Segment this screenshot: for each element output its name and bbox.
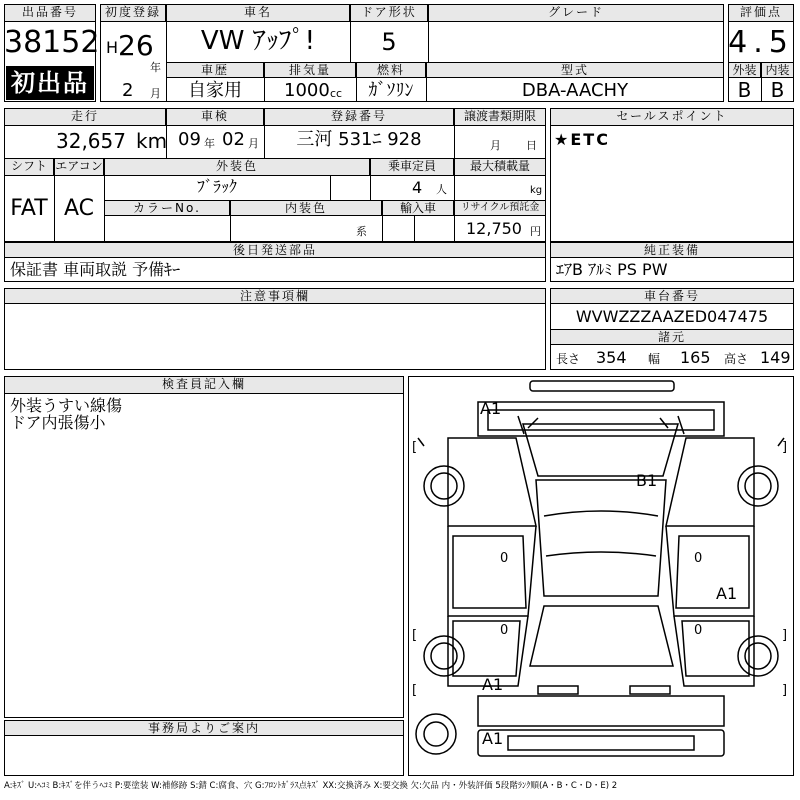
- damage-mark-right-door: A1: [716, 584, 738, 603]
- capacity: 4: [412, 178, 423, 197]
- interior-score-label: 内装: [761, 62, 794, 78]
- bracket-rear-right: ]: [782, 683, 788, 698]
- sales-points-label: セールスポイント: [550, 108, 794, 126]
- hood: [478, 402, 724, 436]
- office-label: 事務局よりご案内: [4, 720, 404, 736]
- sales-points-box: [550, 108, 794, 242]
- height: 149: [760, 348, 791, 367]
- mileage-unit: km: [136, 129, 168, 153]
- inspection-label: 車検: [166, 108, 264, 126]
- model-label: 型式: [426, 62, 724, 78]
- width: 165: [680, 348, 711, 367]
- ac: AC: [63, 196, 95, 221]
- reg-month: 2: [122, 80, 134, 101]
- damage-mark-front: A1: [480, 399, 502, 418]
- trunk: [478, 696, 724, 726]
- grade-label: グレード: [428, 4, 724, 22]
- first-reg-label: 初度登録: [100, 4, 166, 22]
- car-diagram: [408, 376, 794, 776]
- damage-mark-roof: B1: [636, 471, 658, 490]
- bracket-mid-right: ]: [782, 628, 788, 643]
- lot-label: 出品番号: [4, 4, 96, 22]
- score-label: 評価点: [728, 4, 794, 22]
- damage-mark-rear: A1: [482, 729, 504, 748]
- fuel: ｶﾞｿﾘﾝ: [368, 80, 414, 101]
- bracket-mid-left: [: [412, 628, 418, 643]
- door-zero-fr: 0: [694, 551, 703, 566]
- body-left: [448, 438, 536, 526]
- specs-label: 諸元: [550, 329, 794, 345]
- transfer-day-unit: 日: [526, 139, 537, 152]
- import-label: 輸入車: [382, 200, 454, 216]
- transfer-month-unit: 月: [490, 139, 501, 152]
- wheel-rear-right: [738, 636, 778, 676]
- transfer-label: 譲渡書類期限: [454, 108, 546, 126]
- bracket-rear-left: [: [412, 683, 418, 698]
- inspection-year: 09: [178, 129, 201, 150]
- capacity-label: 乗車定員: [370, 158, 454, 176]
- shift-label: シフト: [4, 158, 54, 176]
- inspection-month: 02: [222, 129, 245, 150]
- score: 4.5: [728, 25, 794, 60]
- height-label: 高さ: [724, 352, 749, 366]
- era: H: [106, 38, 119, 57]
- door-label: ドア形状: [350, 4, 428, 22]
- mileage-label: 走行: [4, 108, 166, 126]
- history-label: 車歴: [166, 62, 264, 78]
- ac-label: エアコン: [54, 158, 104, 176]
- roof: [536, 480, 666, 596]
- wheel-rear-left: [424, 636, 464, 676]
- doors: 5: [381, 28, 397, 56]
- interior-color-unit: 系: [356, 225, 367, 238]
- max-load-unit: kg: [530, 185, 543, 196]
- wheel-front-left: [424, 466, 464, 506]
- exterior-color-label: 外装色: [104, 158, 370, 176]
- later-parts-label: 後日発送部品: [4, 242, 546, 258]
- inspector-label: 検査員記入欄: [4, 376, 404, 394]
- car-name-label: 車名: [166, 4, 350, 22]
- equipment: ｴｱB ｱﾙﾐ PS PW: [556, 260, 668, 279]
- max-load-label: 最大積載量: [454, 158, 546, 176]
- fuel-label: 燃料: [356, 62, 426, 78]
- exterior-score: B: [737, 78, 752, 102]
- rear-glass: [530, 606, 673, 666]
- displacement-unit: cc: [330, 87, 343, 100]
- sales-points: ★ETC: [554, 130, 610, 149]
- door-zero-rr: 0: [694, 623, 703, 638]
- rear-bumper: [478, 730, 724, 756]
- equipment-label: 純正装備: [550, 242, 794, 258]
- mileage: 32,657: [56, 129, 126, 153]
- color-no-label: カラーNo.: [104, 200, 230, 216]
- plate: 三河 531ﾆ 928: [296, 129, 422, 150]
- exterior-score-label: 外装: [728, 62, 761, 78]
- length-label: 長さ: [556, 352, 581, 366]
- notes-label: 注意事項欄: [4, 288, 546, 304]
- displacement: 1000: [284, 80, 330, 101]
- reg-month-unit: 月: [150, 87, 161, 100]
- chassis: WVWZZZAAZED047475: [575, 307, 769, 326]
- reg-year-unit: 年: [150, 61, 161, 74]
- width-label: 幅: [648, 352, 661, 366]
- shift: FAT: [10, 196, 48, 221]
- later-parts: 保証書 車両取説 予備ｷｰ: [10, 260, 181, 279]
- inspector-line-1: 外装うすい線傷: [10, 396, 123, 415]
- inspection-month-unit: 月: [248, 137, 259, 150]
- spare-wheel: [416, 714, 456, 754]
- bracket-front-right: ]: [782, 440, 788, 455]
- bracket-front-left: [: [412, 440, 418, 455]
- front-bumper: [530, 381, 674, 391]
- history: 自家用: [188, 80, 242, 101]
- door-zero-rl: 0: [500, 623, 509, 638]
- displacement-label: 排気量: [264, 62, 356, 78]
- windshield: [523, 424, 678, 476]
- exterior-color: ﾌﾞﾗｯｸ: [196, 177, 237, 196]
- plate-label: 登録番号: [264, 108, 454, 126]
- damage-mark-rear-left: A1: [482, 675, 504, 694]
- door-zero-fl: 0: [500, 551, 509, 566]
- recycle-unit: 円: [530, 225, 541, 238]
- wheel-front-right: [738, 466, 778, 506]
- capacity-unit: 人: [436, 183, 447, 196]
- length: 354: [596, 348, 627, 367]
- reg-year: 26: [118, 29, 154, 62]
- legend: A:ｷｽﾞ U:ﾍｺﾐ B:ｷｽﾞを伴うﾍｺﾐ P:要塗装 W:補修跡 S:錆 C:腐食、穴 G:ﾌﾛﾝﾄｶﾞﾗｽ点ｷｽﾞ XX:交換済み X:要交換 欠:欠品 内・外装評価 5段階ﾗﾝｸ順(A・B・C・D・E) 2: [4, 781, 618, 791]
- recycle: 12,750: [466, 219, 522, 238]
- model: DBA-AACHY: [521, 80, 629, 101]
- recycle-label: リサイクル預託金: [454, 200, 546, 216]
- inspection-year-unit: 年: [204, 137, 215, 150]
- car-name: VW ｱｯﾌﾟ!: [200, 26, 316, 56]
- body-right: [666, 438, 754, 526]
- lot-number: 38152: [4, 25, 100, 60]
- interior-score: B: [770, 78, 785, 102]
- inspector-line-2: ドア内張傷小: [10, 413, 106, 432]
- first-listing-badge: 初出品: [6, 66, 94, 100]
- interior-color-label: 内装色: [230, 200, 382, 216]
- chassis-label: 車台番号: [550, 288, 794, 304]
